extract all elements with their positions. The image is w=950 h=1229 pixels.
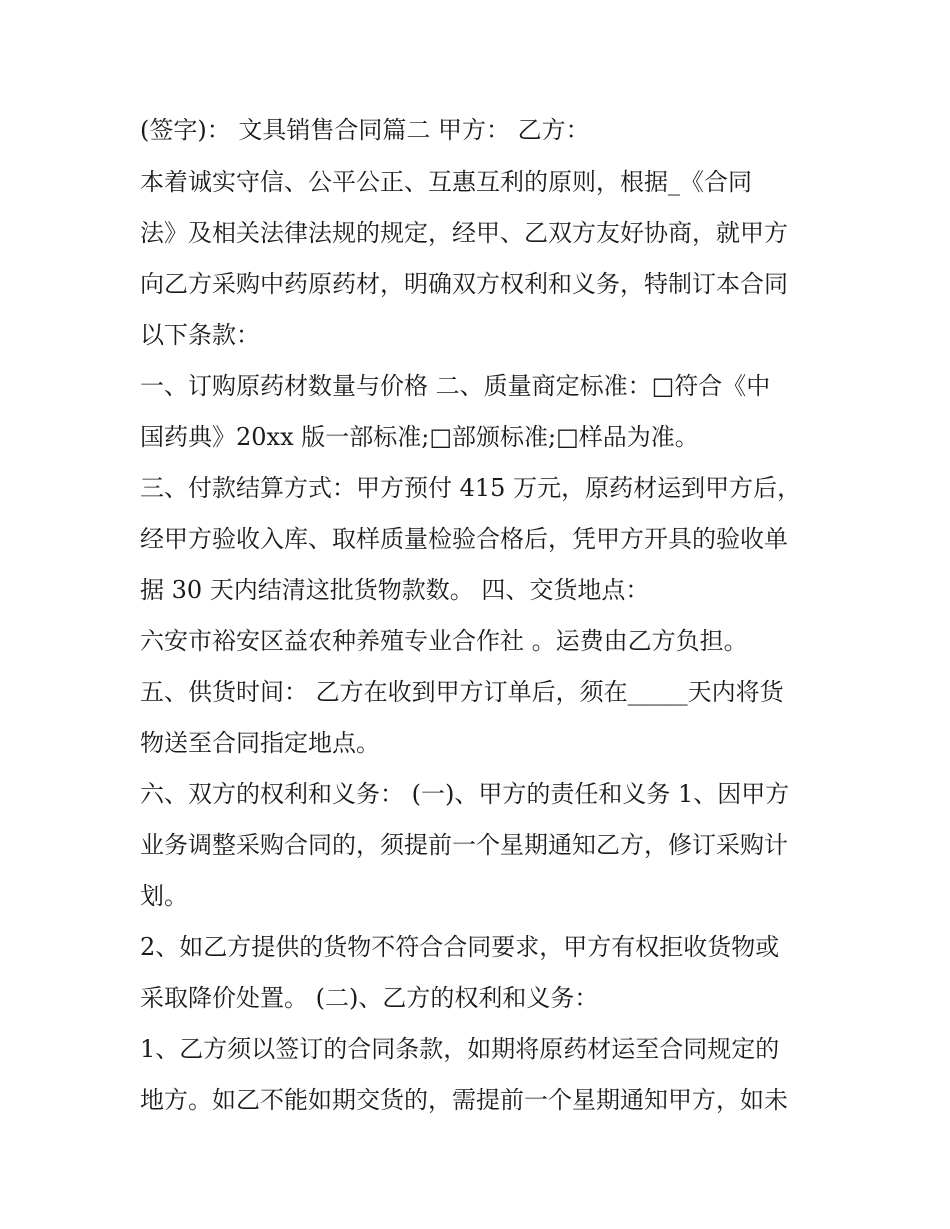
text-line: 三、付款结算方式：甲方预付 415 万元，原药材运到甲方后， (140, 474, 802, 502)
text-line: 六安市裕安区益农种养殖专业合作社 。运费由乙方负担。 (140, 627, 748, 655)
text-line: 以下条款： (140, 321, 260, 349)
text-line: 采取降价处置。 (二)、乙方的权利和义务： (140, 984, 599, 1012)
text-line: (签字)： 文具销售合同篇二 甲方： 乙方： (140, 116, 590, 144)
text-line: 2、如乙方提供的货物不符合合同要求，甲方有权拒收货物或 (140, 933, 780, 961)
text-line: 一、订购原药材数量与价格 二、质量商定标准：□符合《中 (140, 372, 771, 400)
text-line: 经甲方验收入库、取样质量检验合格后，凭甲方开具的验收单 (140, 525, 788, 553)
text-line: 1、乙方须以签订的合同条款，如期将原药材运至合同规定的 (140, 1035, 780, 1063)
text-line: 业务调整采购合同的，须提前一个星期通知乙方，修订采购计 (140, 831, 788, 859)
text-line: 五、供货时间： 乙方在收到甲方订单后，须在_____天内将货 (140, 678, 784, 706)
text-line: 本着诚实守信、公平公正、互惠互利的原则，根据_《合同 (140, 168, 752, 196)
text-line: 法》及相关法律法规的规定，经甲、乙双方友好协商，就甲方 (140, 219, 788, 247)
text-line: 据 30 天内结清这批货物款数。 四、交货地点： (140, 576, 650, 604)
text-line: 物送至合同指定地点。 (140, 729, 380, 757)
text-line: 划。 (140, 882, 188, 910)
text-line: 六、双方的权利和义务： (一)、甲方的责任和义务 1、因甲方 (140, 780, 790, 808)
text-line: 国药典》20xx 版一部标准;□部颁标准;□样品为准。 (140, 423, 699, 451)
text-line: 地方。如乙不能如期交货的，需提前一个星期通知甲方，如未 (140, 1086, 788, 1114)
text-line: 向乙方采购中药原药材，明确双方权利和义务，特制订本合同 (140, 270, 788, 298)
